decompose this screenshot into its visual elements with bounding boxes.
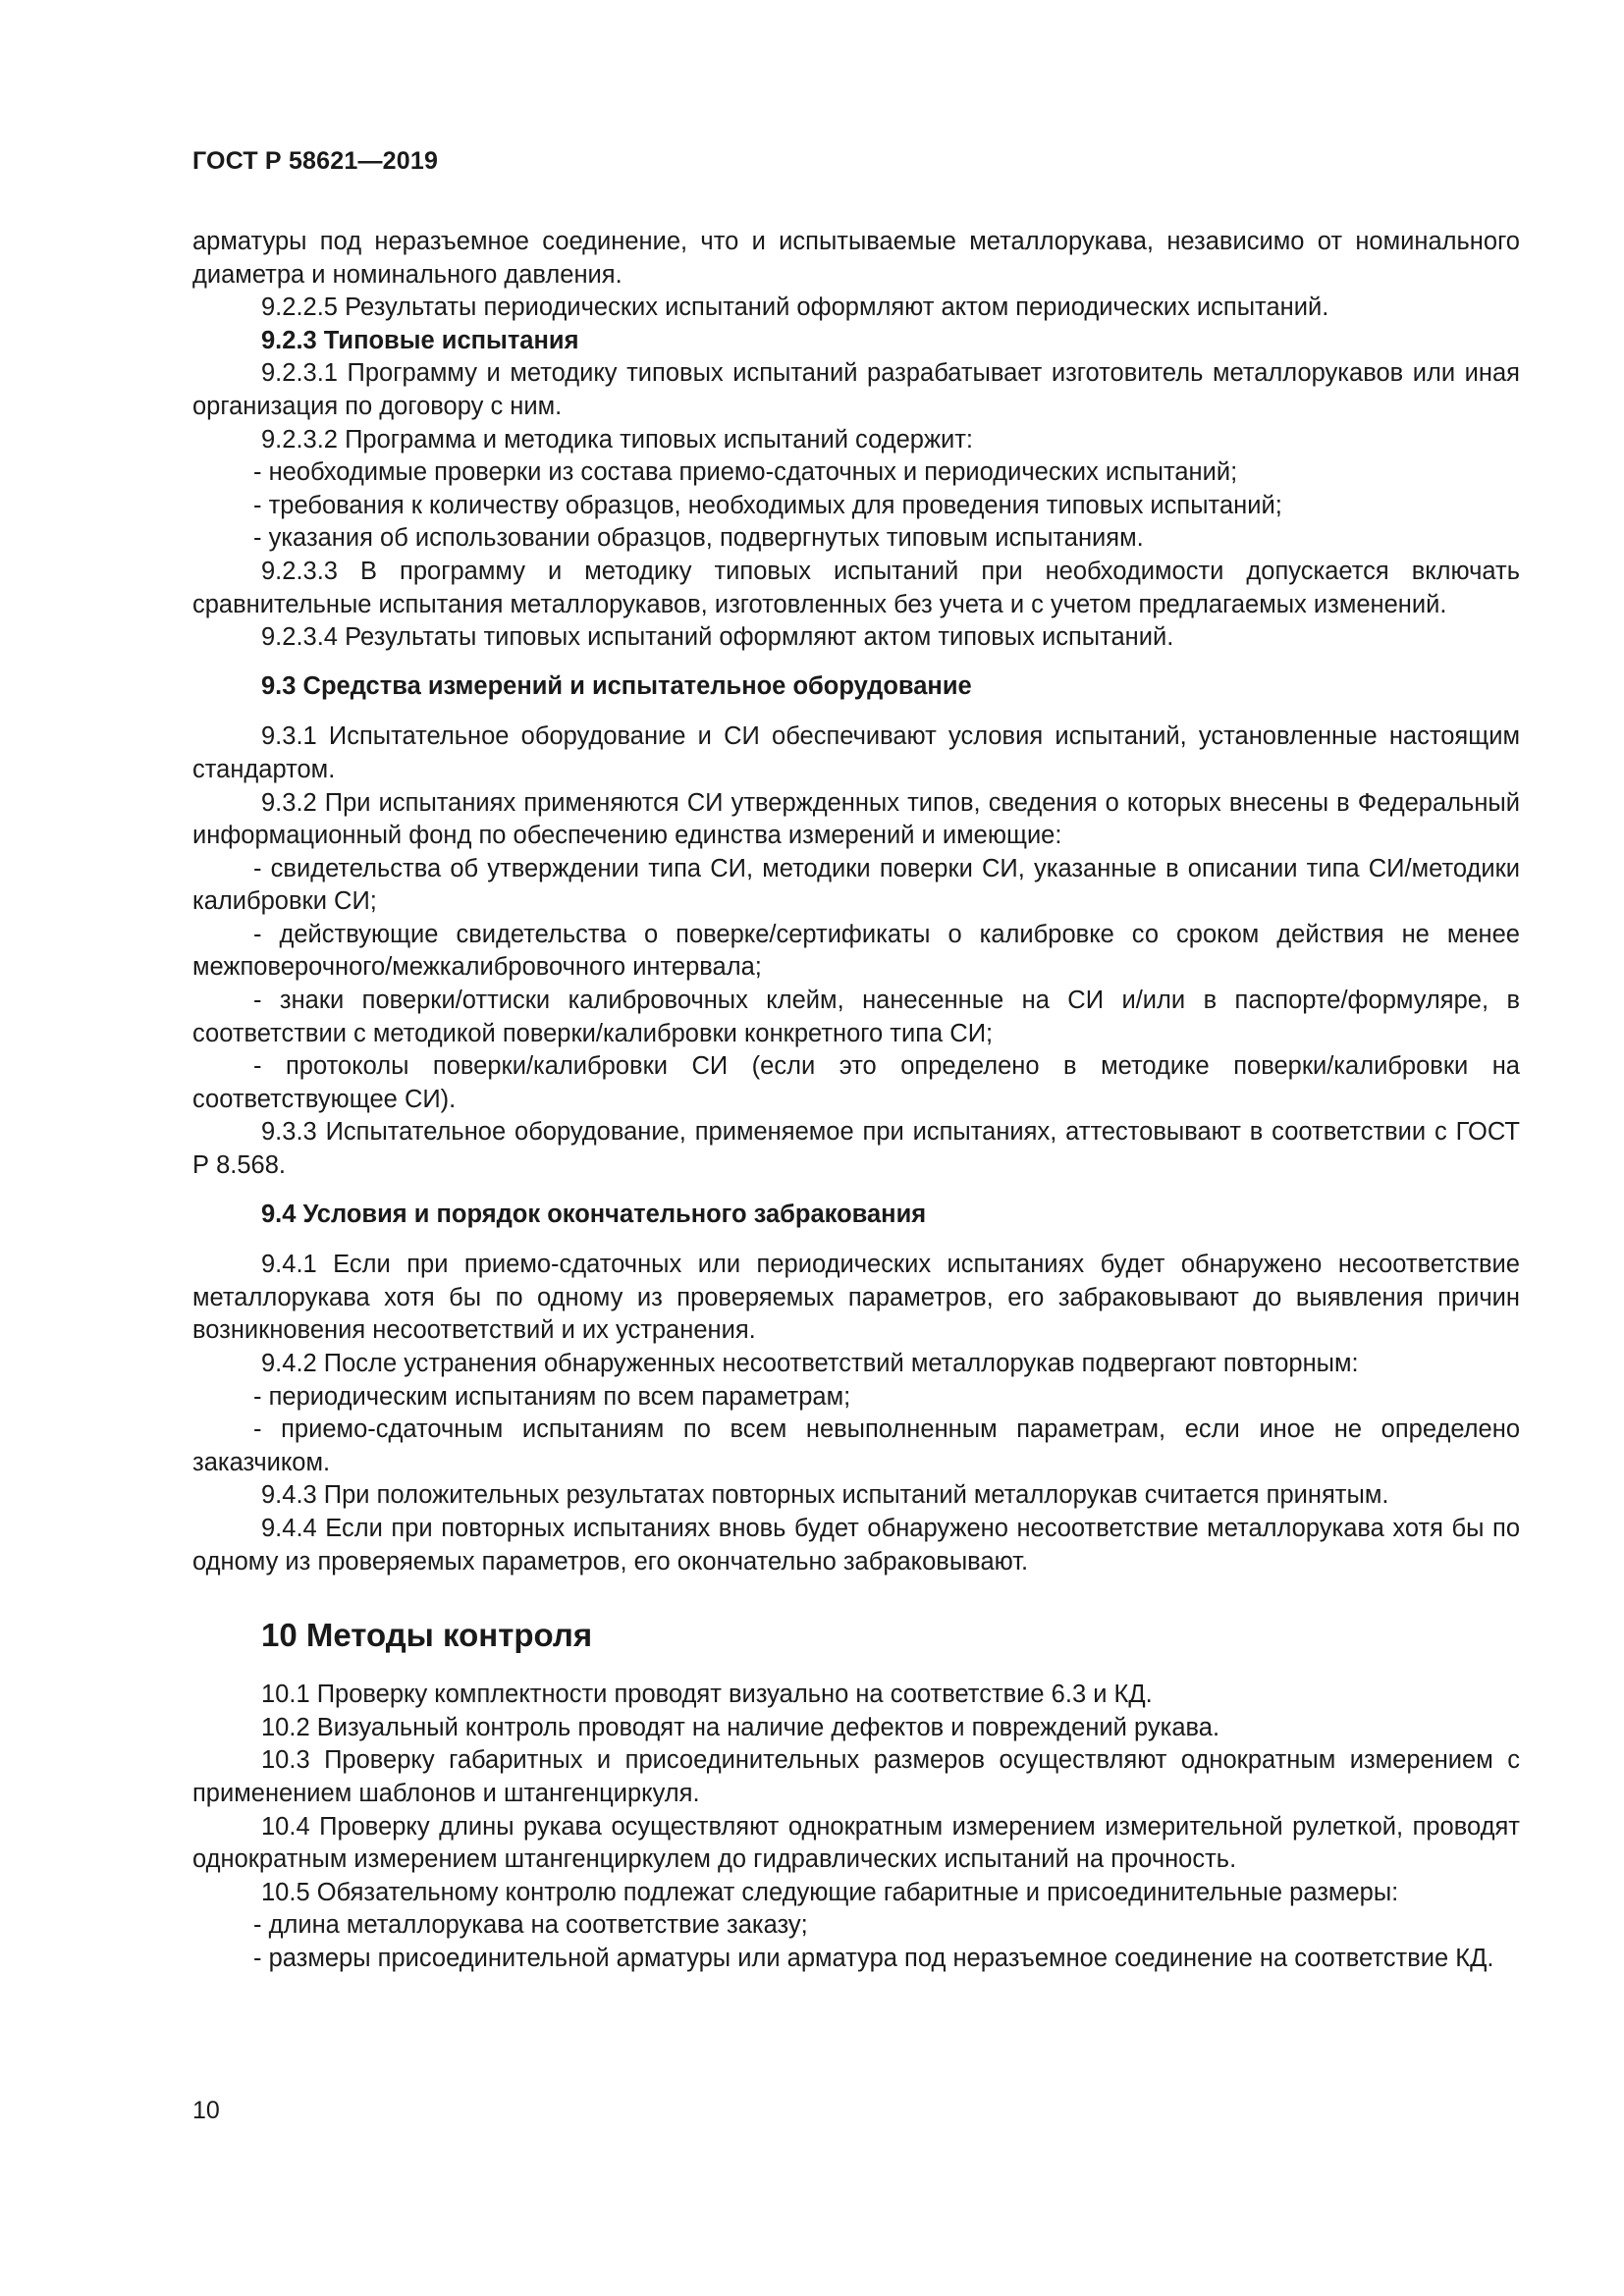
list-item: - требования к количеству образцов, необходимых для проведения типовых испытаний;: [253, 491, 1282, 519]
document-body: [192, 226, 1520, 1976]
list-item: - указания об использовании образцов, подвергнутых типовым испытаниям.: [253, 524, 1144, 553]
paragraph-continuation: арматуры под неразъемное соединение, что и испытываемые металлорукава, независимо от номинального диаметра и номинального давления.: [192, 228, 1520, 289]
paragraph-9-2-3-4: 9.2.3.4 Результаты типовых испытаний оформляют актом типовых испытаний.: [261, 623, 1174, 652]
subsection-heading-9-2-3: 9.2.3 Типовые испытания: [261, 326, 579, 354]
list-item: - периодическим испытаниям по всем параметрам;: [253, 1382, 851, 1411]
list-item: - длина металлорукава на соответствие заказу;: [253, 1911, 808, 1940]
paragraph-10-2: 10.2 Визуальный контроль проводят на наличие дефектов и повреждений рукава.: [261, 1713, 1220, 1741]
paragraph-10-4: 10.4 Проверку длины рукава осуществляют однократным измерением измерительной рулеткой, проводят однократным измерением штангенциркулем до гидравлических испытаний на прочность.: [192, 1812, 1520, 1874]
list-item: - свидетельства об утверждении типа СИ, методики поверки СИ, указанные в описании типа СИ/методики калибровки СИ;: [192, 854, 1520, 916]
paragraph-9-3-1: 9.3.1 Испытательное оборудование и СИ обеспечивают условия испытаний, установленные настоящим стандартом.: [192, 722, 1520, 783]
paragraph-9-2-3-1: 9.2.3.1 Программу и методику типовых испытаний разрабатывает изготовитель металлорукавов или иная организация по договору с ним.: [192, 359, 1520, 420]
paragraph-9-4-4: 9.4.4 Если при повторных испытаниях вновь будет обнаружено несоответствие металлорукава хотя бы по одному из проверяемых параметров, его окончательно забраковывают.: [192, 1514, 1520, 1575]
page-number: 10: [192, 2097, 220, 2124]
subsection-heading-9-3: 9.3 Средства измерений и испытательное оборудование: [261, 671, 972, 700]
subsection-heading-9-4: 9.4 Условия и порядок окончательного забракования: [261, 1200, 927, 1228]
paragraph-10-5: 10.5 Обязательному контролю подлежат следующие габаритные и присоединительные размеры:: [261, 1878, 1399, 1906]
paragraph-9-2-2-5: 9.2.2.5 Результаты периодических испытаний оформляют актом периодических испытаний.: [261, 294, 1329, 322]
paragraph-9-4-1: 9.4.1 Если при приемо-сдаточных или периодических испытаниях будет обнаружено несоответствие металлорукава хотя бы по одному из проверяемых параметров, его забраковывают до выявления причин возникновения несоответствий и их устранения.: [192, 1251, 1520, 1345]
list-item: - размеры присоединительной арматуры или арматура под неразъемное соединение на соответствие КД.: [253, 1944, 1494, 1972]
list-item: - протоколы поверки/калибровки СИ (если это определено в методике поверки/калибровки на соответствующее СИ).: [192, 1052, 1520, 1113]
paragraph-9-3-3: 9.3.3 Испытательное оборудование, применяемое при испытаниях, аттестовывают в соответствии с ГОСТ Р 8.568.: [192, 1118, 1520, 1180]
paragraph-10-1: 10.1 Проверку комплектности проводят визуально на соответствие 6.3 и КД.: [261, 1681, 1153, 1709]
document-header: ГОСТ Р 58621—2019: [192, 147, 439, 175]
paragraph-9-4-3: 9.4.3 При положительных результатах повторных испытаний металлорукав считается принятым.: [261, 1481, 1389, 1510]
paragraph-9-2-3-2: 9.2.3.2 Программа и методика типовых испытаний содержит:: [261, 425, 974, 454]
section-heading-10: 10 Методы контроля: [261, 1617, 593, 1654]
paragraph-9-4-2: 9.4.2 После устранения обнаруженных несоответствий металлорукав подвергают повторным:: [261, 1350, 1359, 1377]
list-item: - приемо-сдаточным испытаниям по всем невыполненным параметрам, если иное не определено заказчиком.: [192, 1415, 1520, 1476]
paragraph-9-2-3-3: 9.2.3.3 В программу и методику типовых испытаний при необходимости допускается включать сравнительные испытания металлорукавов, изготовленных без учета и с учетом предлагаемых изменений.: [192, 557, 1520, 618]
list-item: - действующие свидетельства о поверке/сертификаты о калибровке со сроком действия не менее межповерочного/межкалибровочного интервала;: [192, 920, 1520, 982]
list-item: - необходимые проверки из состава приемо-сдаточных и периодических испытаний;: [253, 458, 1238, 487]
paragraph-10-3: 10.3 Проверку габаритных и присоединительных размеров осуществляют однократным измерением с применением шаблонов и штангенциркуля.: [192, 1746, 1520, 1807]
paragraph-9-3-2: 9.3.2 При испытаниях применяются СИ утвержденных типов, сведения о которых внесены в Федеральный информационный фонд по обеспечению единства измерений и имеющие:: [192, 788, 1520, 850]
list-item: - знаки поверки/оттиски калибровочных клейм, нанесенные на СИ и/или в паспорте/формуляре, в соответствии с методикой поверки/калибровки конкретного типа СИ;: [192, 987, 1520, 1047]
